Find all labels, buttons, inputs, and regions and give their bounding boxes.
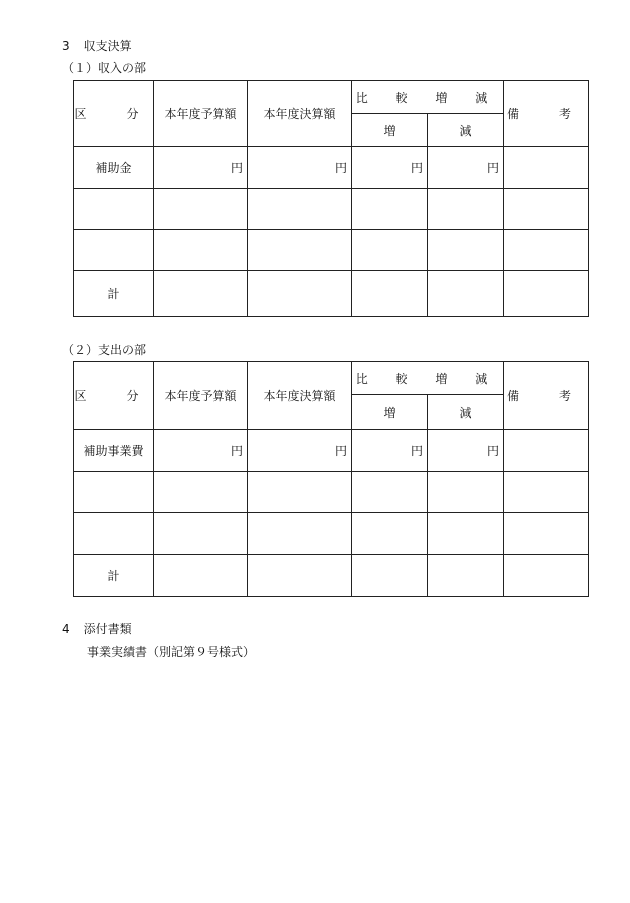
empty-cell bbox=[504, 271, 589, 317]
decrease-amount-cell: 円 bbox=[428, 430, 504, 472]
empty-cell bbox=[428, 472, 504, 513]
table-total-row bbox=[74, 271, 589, 317]
table-row bbox=[74, 513, 589, 555]
decrease-amount-cell: 円 bbox=[428, 147, 504, 189]
header-settlement: 本年度決算額 bbox=[248, 81, 352, 147]
empty-cell bbox=[428, 513, 504, 555]
empty-cell bbox=[154, 472, 248, 513]
empty-cell bbox=[154, 555, 248, 597]
income-heading: （１）収入の部 bbox=[62, 61, 147, 75]
table-total-row bbox=[74, 555, 589, 597]
empty-cell bbox=[352, 271, 428, 317]
section-3-title: 収支決算 bbox=[83, 39, 132, 53]
empty-cell bbox=[74, 230, 154, 271]
section-4-title: 添付書類 bbox=[83, 622, 132, 636]
empty-cell bbox=[248, 271, 352, 317]
section-3-heading bbox=[62, 39, 132, 53]
header-settlement: 本年度決算額 bbox=[248, 362, 352, 430]
section-4-number: 4 bbox=[62, 622, 70, 636]
expense-heading: （２）支出の部 bbox=[62, 343, 147, 357]
header-remarks: 備 考 bbox=[504, 81, 589, 147]
table-header-row bbox=[74, 362, 589, 395]
expense-table bbox=[73, 361, 589, 597]
header-comparison: 比 較 増 減 bbox=[352, 81, 504, 114]
table-row bbox=[74, 189, 589, 230]
table-header-row bbox=[74, 81, 589, 114]
empty-cell bbox=[74, 472, 154, 513]
increase-amount-cell: 円 bbox=[352, 430, 428, 472]
row-label-total: 計 bbox=[74, 271, 154, 317]
row-label-total: 計 bbox=[74, 555, 154, 597]
empty-cell bbox=[428, 555, 504, 597]
income-table bbox=[73, 80, 589, 317]
section-3-number: 3 bbox=[62, 39, 70, 53]
header-comparison: 比 較 増 減 bbox=[352, 362, 504, 395]
empty-cell bbox=[248, 472, 352, 513]
header-category: 区 分 bbox=[74, 362, 154, 430]
section-4-heading bbox=[62, 622, 132, 636]
table-row bbox=[74, 230, 589, 271]
empty-cell bbox=[504, 472, 589, 513]
empty-cell bbox=[428, 271, 504, 317]
table-row bbox=[74, 430, 589, 472]
header-decrease: 減 bbox=[428, 114, 504, 147]
empty-cell bbox=[248, 513, 352, 555]
empty-cell bbox=[74, 189, 154, 230]
budget-amount-cell: 円 bbox=[154, 430, 248, 472]
empty-cell bbox=[154, 189, 248, 230]
empty-cell bbox=[504, 513, 589, 555]
empty-cell bbox=[504, 189, 589, 230]
table-row bbox=[74, 147, 589, 189]
empty-cell bbox=[352, 189, 428, 230]
increase-amount-cell: 円 bbox=[352, 147, 428, 189]
header-category: 区 分 bbox=[74, 81, 154, 147]
row-label-project-cost: 補助事業費 bbox=[74, 430, 154, 472]
empty-cell bbox=[248, 189, 352, 230]
empty-cell bbox=[74, 513, 154, 555]
empty-cell bbox=[154, 271, 248, 317]
settlement-amount-cell: 円 bbox=[248, 147, 352, 189]
remarks-cell bbox=[504, 147, 589, 189]
attachment-item: 事業実績書（別記第９号様式） bbox=[87, 645, 256, 659]
settlement-amount-cell: 円 bbox=[248, 430, 352, 472]
empty-cell bbox=[352, 472, 428, 513]
empty-cell bbox=[352, 230, 428, 271]
header-decrease: 減 bbox=[428, 395, 504, 430]
remarks-cell bbox=[504, 430, 589, 472]
row-label-subsidy: 補助金 bbox=[74, 147, 154, 189]
empty-cell bbox=[154, 230, 248, 271]
header-increase: 増 bbox=[352, 114, 428, 147]
header-remarks: 備 考 bbox=[504, 362, 589, 430]
header-budget: 本年度予算額 bbox=[154, 362, 248, 430]
empty-cell bbox=[154, 513, 248, 555]
empty-cell bbox=[504, 555, 589, 597]
empty-cell bbox=[428, 189, 504, 230]
empty-cell bbox=[352, 555, 428, 597]
empty-cell bbox=[248, 555, 352, 597]
budget-amount-cell: 円 bbox=[154, 147, 248, 189]
empty-cell bbox=[352, 513, 428, 555]
header-budget: 本年度予算額 bbox=[154, 81, 248, 147]
empty-cell bbox=[504, 230, 589, 271]
table-row bbox=[74, 472, 589, 513]
empty-cell bbox=[428, 230, 504, 271]
header-increase: 増 bbox=[352, 395, 428, 430]
empty-cell bbox=[248, 230, 352, 271]
